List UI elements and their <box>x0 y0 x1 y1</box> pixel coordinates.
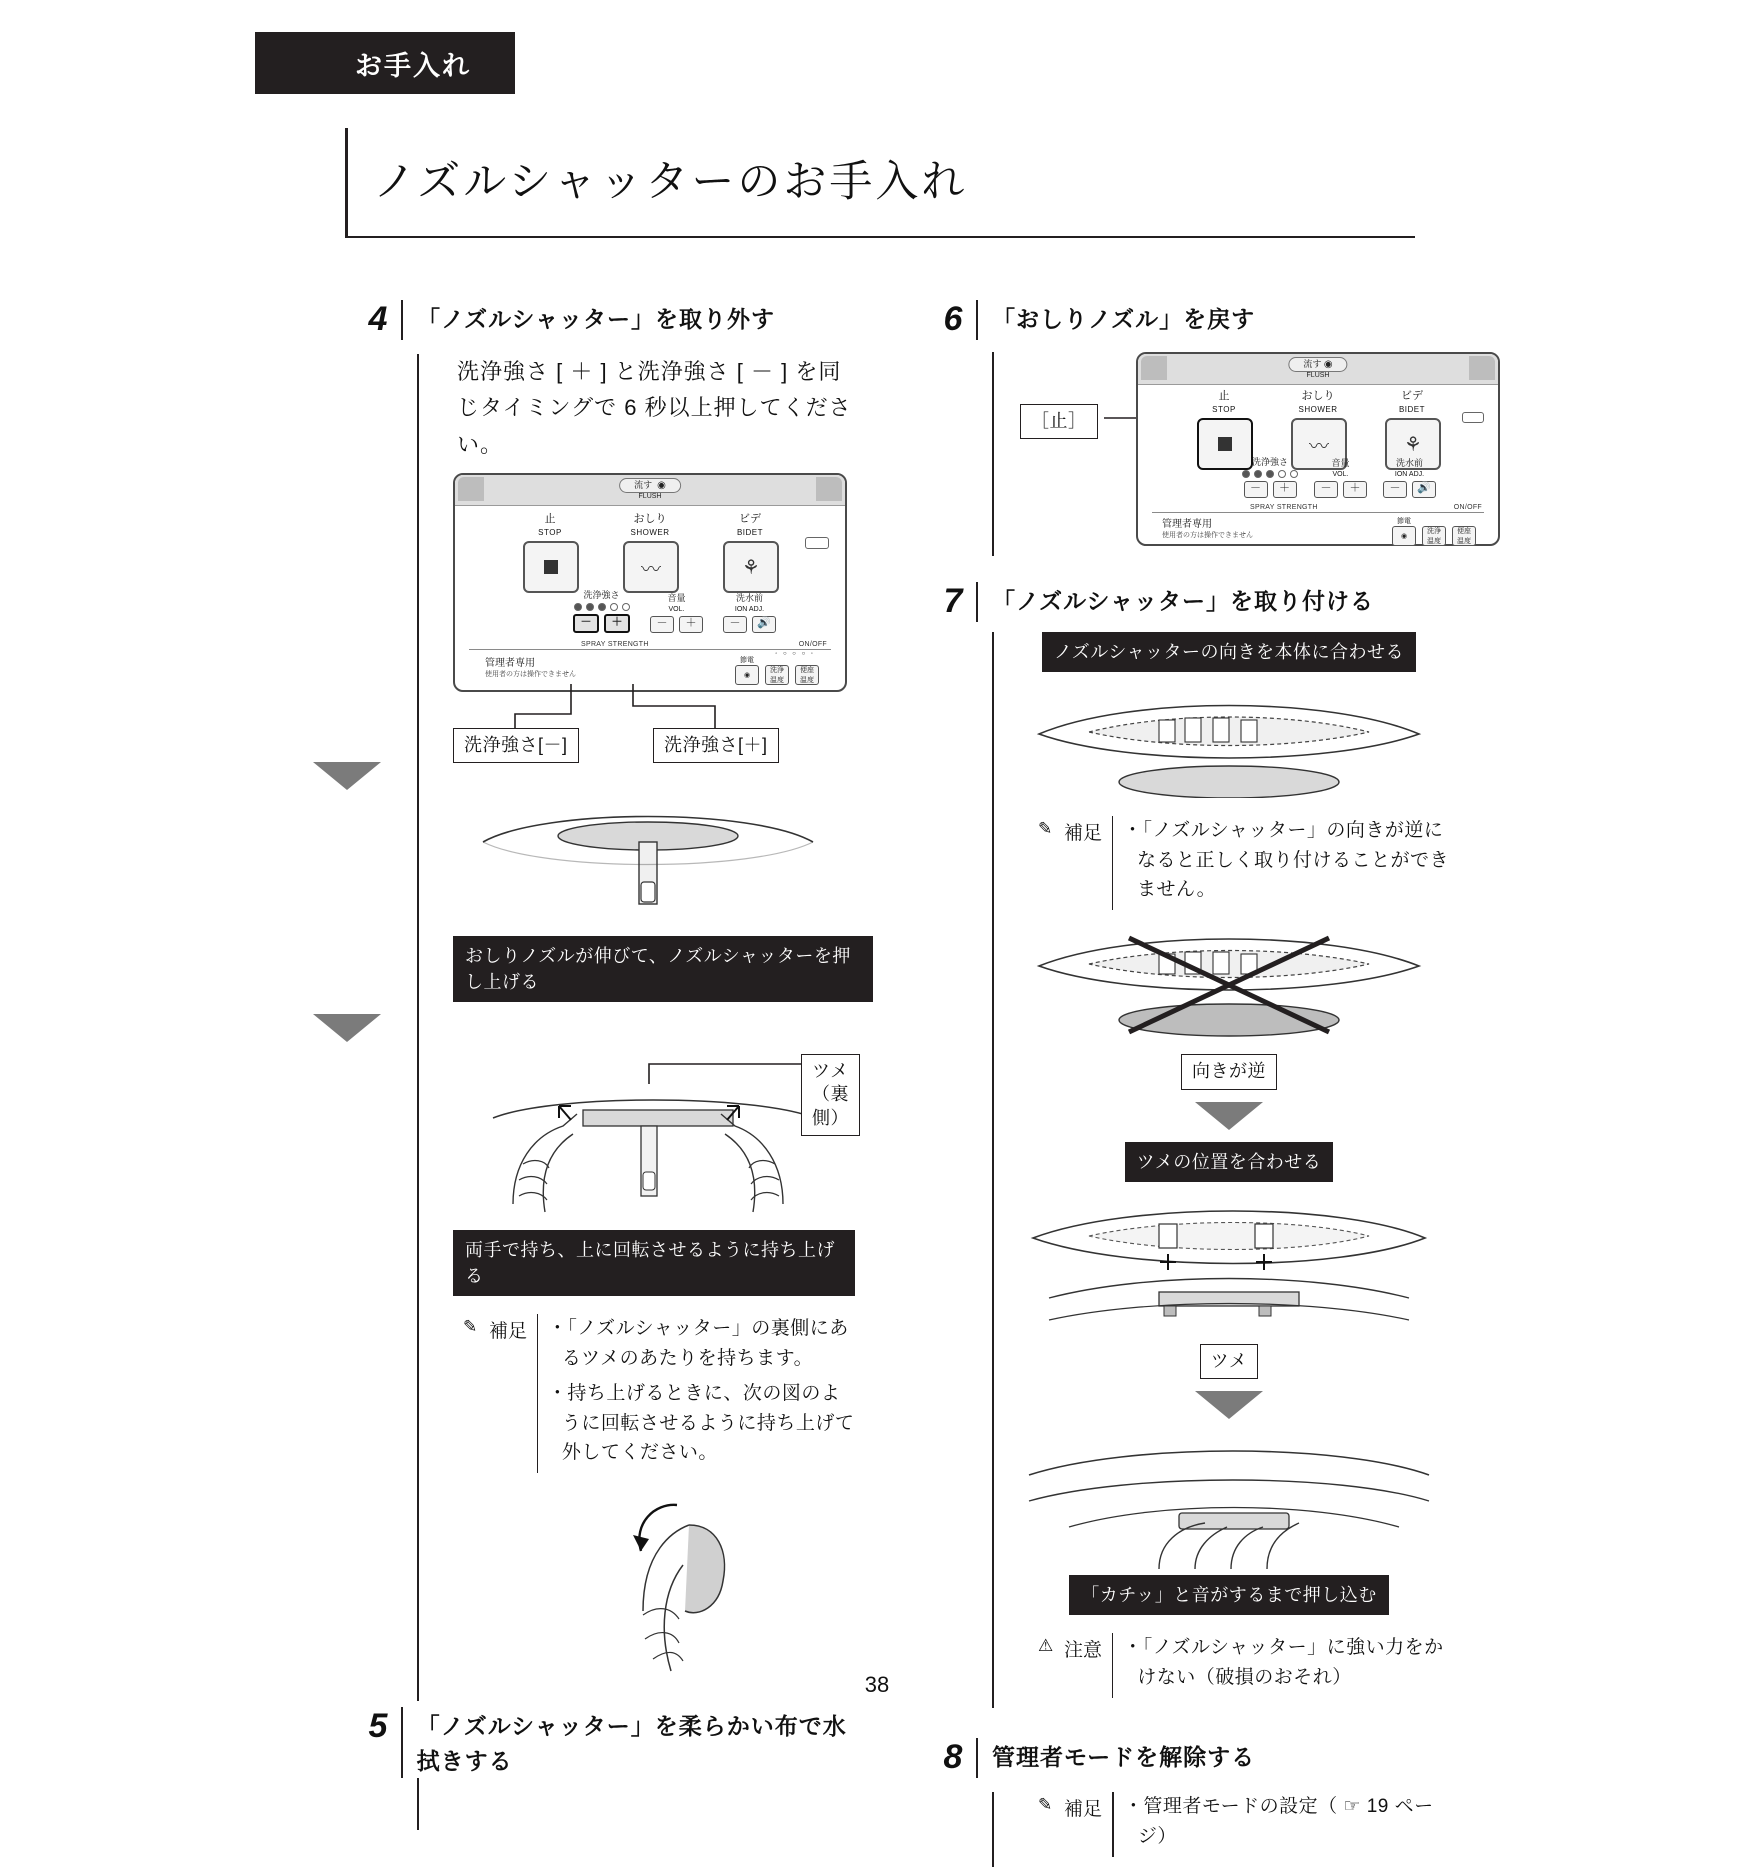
admin-label: 管理者専用 <box>1162 519 1212 530</box>
shower-icon: 〰 <box>641 558 661 581</box>
spray-strength-group <box>1242 458 1298 498</box>
admin-section-label <box>1162 518 1253 540</box>
step-7-rule <box>976 582 978 622</box>
admin-note: 使用者の方は操作できません <box>1162 532 1253 539</box>
page-title: ノズルシャッターのお手入れ <box>373 158 968 206</box>
callout-click-sound: 「カチッ」と音がするまで押し込む <box>1069 1575 1388 1615</box>
list-item: ・ 「ノズルシャッター」の裏側にあるツメのあたりを持ちます。 <box>548 1314 855 1373</box>
label-claw-back: ツメ（裏側） <box>801 1054 860 1136</box>
indicator-box <box>1462 412 1484 423</box>
flushvol-minus-button: － <box>723 616 747 633</box>
step-5 <box>355 1707 855 1830</box>
admin-note: 使用者の方は操作できません <box>485 670 576 678</box>
indicator-box <box>805 537 829 549</box>
volume-label-jp: 音量 <box>1331 458 1350 469</box>
nozzle-extend-illustration <box>453 802 873 930</box>
stop-label-jp: 止 <box>1218 390 1230 402</box>
label-stop: ［止］ <box>1020 404 1098 439</box>
bidet-icon: ⚘ <box>1404 433 1422 456</box>
wash-temp-button: 洗浄 温度 <box>765 665 789 685</box>
volume-minus-button: － <box>650 616 674 633</box>
step-6 <box>930 300 1482 556</box>
step-4-number: 4 <box>368 300 388 338</box>
step-4 <box>355 300 855 1701</box>
volume-group <box>650 594 703 633</box>
wash-temp-button: 洗浄 温度 <box>1422 526 1446 546</box>
volume-plus-button: ＋ <box>1343 481 1367 498</box>
flush-button: 流す ◉ FLUSH <box>1288 357 1347 380</box>
flush-button: 流す ◉ FLUSH <box>619 478 681 501</box>
flush-label-jp: 流す <box>634 479 653 490</box>
shower-label-en: SHOWER <box>630 527 670 537</box>
shutter-align-illustration <box>1009 678 1449 798</box>
arrow-down-4 <box>1195 1391 1263 1419</box>
list-item: ・ 「ノズルシャッター」の向きが逆になると正しく取り付けることができません。 <box>1123 816 1450 904</box>
flushvol-label-jp: 洗水前 <box>1395 458 1423 469</box>
step-6-number: 6 <box>943 300 963 338</box>
bidet-label-jp: ビデ <box>739 512 761 525</box>
callout-nozzle-push: おしりノズルが伸びて、ノズルシャッターを押し上げる <box>453 936 873 1002</box>
stop-label-jp: 止 <box>544 512 556 525</box>
step-8-rule <box>976 1738 978 1778</box>
shower-label-jp: おしり <box>1301 390 1335 402</box>
left-column <box>355 300 855 1836</box>
step-4-body <box>417 354 855 1701</box>
note-list <box>548 1314 855 1473</box>
arrow-down-2 <box>313 1014 381 1042</box>
label-reverse-direction: 向きが逆 <box>1181 1054 1277 1089</box>
step-7-header <box>930 582 1450 622</box>
remote-corner-left <box>1141 356 1167 380</box>
pencil-icon: ✎ <box>1038 819 1053 839</box>
list-item: ・ 「ノズルシャッター」に強い力をかけない（破損のおそれ） <box>1123 1633 1450 1692</box>
warning-icon: ⚠ <box>1038 1636 1054 1656</box>
chapter-tab: お手入れ <box>255 32 515 94</box>
caution-title: 注意 <box>1064 1640 1103 1662</box>
volume-group <box>1314 459 1367 498</box>
flush-label-en: FLUSH <box>1306 372 1330 379</box>
stop-icon <box>1218 437 1232 451</box>
flush-label-en: FLUSH <box>638 492 662 500</box>
step-5-title: 「ノズルシャッター」を柔らかい布で水拭きする <box>416 1713 847 1774</box>
pencil-icon: ✎ <box>463 1317 478 1337</box>
strength-minus-button: － <box>573 614 599 633</box>
remote-control-figure-step6 <box>1136 352 1500 546</box>
remote-control-figure-step4 <box>453 473 847 692</box>
callout-direction: ノズルシャッターの向きを本体に合わせる <box>1042 632 1416 672</box>
step-4-title: 「ノズルシャッター」を取り外す <box>417 306 776 332</box>
step-5-header <box>355 1707 855 1778</box>
step-7-title: 「ノズルシャッター」を取り付ける <box>992 588 1375 614</box>
spray-strength-en: SPRAY STRENGTH <box>581 640 649 648</box>
saving-label: 節電 <box>740 656 754 664</box>
remote-adjust-row <box>573 591 776 633</box>
step-7-number: 7 <box>943 582 963 620</box>
rotate-hand-illustration <box>493 1491 893 1681</box>
remote-main-buttons <box>455 513 845 593</box>
step-6-title: 「おしりノズル」を戻す <box>992 306 1256 332</box>
flushvol-label-jp: 洗水前 <box>735 593 763 603</box>
volume-plus-button: ＋ <box>679 616 703 633</box>
step-4-rule <box>401 300 403 340</box>
step-4-pointer-labels <box>453 692 855 755</box>
step-5-body <box>417 1778 855 1830</box>
title-bottom-rule <box>345 236 1415 238</box>
onoff-label: ON/OFF <box>1453 504 1482 511</box>
flushvol-label-en: ION ADJ. <box>734 605 765 613</box>
step-5-rule <box>401 1707 403 1778</box>
onoff-label: ON/OFF <box>798 640 827 648</box>
page-number: 38 <box>864 1672 890 1697</box>
flushvol-sound-button: 🔊 <box>752 616 776 633</box>
label-claw: ツメ <box>1200 1344 1259 1379</box>
arrow-down-3 <box>1195 1102 1263 1130</box>
shower-label-jp: おしり <box>633 512 667 525</box>
step-8-header <box>930 1738 1450 1778</box>
strength-minus-button: － <box>1244 481 1268 498</box>
title-left-rule <box>345 128 348 236</box>
step-6-rule <box>976 300 978 340</box>
step-5-number: 5 <box>368 1707 388 1746</box>
saving-button: ◉ <box>1392 526 1416 546</box>
strength-label-jp: 洗浄強さ <box>1251 457 1288 467</box>
note-title: 補足 <box>489 1321 528 1343</box>
strength-label-jp: 洗浄強さ <box>583 589 620 600</box>
step-6-body <box>992 352 1482 556</box>
volume-label-jp: 音量 <box>667 593 686 603</box>
step-8 <box>930 1738 1450 1867</box>
flushvol-label-en: ION ADJ. <box>1394 471 1425 478</box>
note-separator <box>1112 1792 1114 1857</box>
remote-divider <box>469 649 831 650</box>
volume-label-en: VOL. <box>1332 471 1349 478</box>
flush-label-jp: 流す <box>1303 359 1322 369</box>
push-in-illustration <box>1009 1431 1449 1571</box>
seat-temp-button: 便座 温度 <box>795 665 819 685</box>
wrong-orientation-illustration <box>1009 920 1449 1050</box>
step-6-header <box>930 300 1450 340</box>
list-item: ・ 持ち上げるときに、次の図のように回転させるように持ち上げて外してください。 <box>548 1379 855 1467</box>
note-list <box>1124 1792 1450 1857</box>
step-7-note <box>1038 816 1450 910</box>
step-8-title: 管理者モードを解除する <box>992 1744 1256 1771</box>
bidet-label-jp: ビデ <box>1401 390 1423 402</box>
step-8-number: 8 <box>943 1738 963 1777</box>
step-4-paragraph: 洗浄強さ [ ＋ ] と洗浄強さ [ － ] を同じタイミングで 6 秒以上押してください。 <box>457 359 852 457</box>
seat-temp-button: 便座 温度 <box>1452 526 1476 546</box>
right-column <box>930 300 1482 1873</box>
shower-label-en: SHOWER <box>1298 404 1338 414</box>
note-separator <box>537 1314 538 1473</box>
spray-strength-en: SPRAY STRENGTH <box>1250 504 1318 511</box>
admin-section-label <box>485 657 576 679</box>
flushvol-minus-button: － <box>1383 481 1407 498</box>
bidet-label-en: BIDET <box>736 527 764 537</box>
stop-label-en: STOP <box>1212 404 1236 414</box>
flush-volume-group <box>1383 459 1436 498</box>
strength-plus-button: ＋ <box>604 614 630 633</box>
step-4-note <box>463 1314 855 1473</box>
step-7 <box>930 582 1450 1708</box>
step-4-header <box>355 300 855 340</box>
bidet-icon: ⚘ <box>742 556 760 579</box>
shower-icon: 〰 <box>1309 435 1329 458</box>
note-separator <box>1112 816 1113 910</box>
volume-minus-button: － <box>1314 481 1338 498</box>
admin-label: 管理者専用 <box>485 657 535 669</box>
saving-label: 節電 <box>1397 518 1411 525</box>
admin-buttons <box>735 655 819 685</box>
step-8-body <box>992 1792 1450 1867</box>
claw-label-row <box>453 1054 855 1128</box>
stop-button <box>523 513 577 593</box>
strength-dots <box>573 603 630 611</box>
note-title: 補足 <box>1064 1799 1103 1821</box>
label-strength-plus: 洗浄強さ[＋] <box>653 728 779 763</box>
list-item: ・ 管理者モードの設定（ ☞ 19 ページ） <box>1124 1792 1450 1851</box>
remote-adjust-row <box>1242 458 1436 498</box>
saving-button: ◉ <box>735 665 759 685</box>
note-title: 補足 <box>1064 823 1103 845</box>
pencil-icon: ✎ <box>1038 1795 1053 1815</box>
callout-lift-rotate: 両手で持ち、上に回転させるように持ち上げる <box>453 1230 855 1296</box>
spray-strength-group <box>573 591 630 633</box>
step-8-note <box>1038 1792 1450 1857</box>
remote-corner-right <box>1469 356 1495 380</box>
note-list <box>1123 816 1450 910</box>
remote-divider <box>1152 512 1484 513</box>
flush-volume-group <box>723 594 776 633</box>
claw-position-illustration <box>1009 1188 1449 1338</box>
admin-buttons <box>1392 516 1476 546</box>
step-7-body <box>992 632 1450 1708</box>
flushvol-sound-button: 🔊 <box>1412 481 1436 498</box>
callout-claw-align: ツメの位置を合わせる <box>1125 1142 1334 1182</box>
strength-dots <box>1242 470 1298 478</box>
stop-label-en: STOP <box>538 527 562 537</box>
label-strength-minus: 洗浄強さ[－] <box>453 728 579 763</box>
volume-label-en: VOL. <box>668 605 685 613</box>
bidet-label-en: BIDET <box>1398 404 1426 414</box>
remote-corner-right <box>816 477 842 501</box>
arrow-down-1 <box>313 762 381 790</box>
stop-icon <box>544 560 558 574</box>
strength-plus-button: ＋ <box>1273 481 1297 498</box>
admin-dots: ◦ ○ ○ ○ ◦ <box>775 650 815 657</box>
shower-button <box>623 513 677 593</box>
bidet-button <box>723 513 777 593</box>
remote-corner-left <box>458 477 484 501</box>
